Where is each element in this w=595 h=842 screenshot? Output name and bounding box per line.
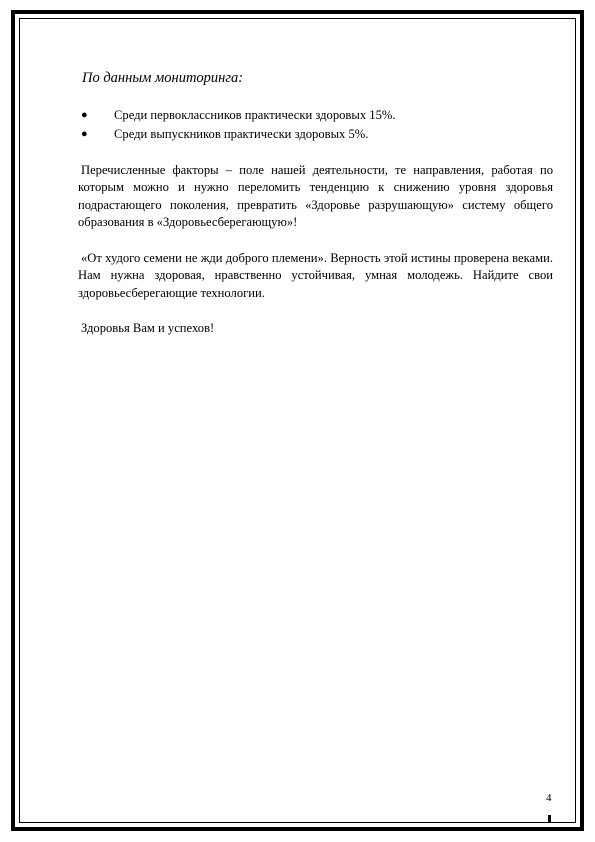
bullet-dot-icon: ● [81,127,88,140]
page-mark [548,815,551,822]
bullet-dot-icon: ● [81,108,88,121]
paragraph-proverb: «От худого семени не жди доброго племени». Верность этой истины проверена веками. Нам нужна здоровая, нравственно устойчивая, умная молодежь. Найдите свои здоровьесберегающие технологии. [78,250,553,300]
document-body [78,70,553,338]
bullet-list [78,106,553,144]
list-item-text: Среди первоклассников практически здоровых 15%. [114,107,396,122]
page-number: 4 [546,792,552,804]
monitoring-heading: По данным мониторинга: [82,70,244,86]
closing-line: Здоровья Вам и успехов! [81,321,215,335]
list-item-text: Среди выпускников практически здоровых 5%. [114,126,369,141]
paragraph-factors: Перечисленные факторы – поле нашей деятельности, те направления, работая по которым можно и нужно переломить тенденцию к снижению уровня здоровья подрастающего поколения, превратить «Здоровье разрушающую» систему общего образования в «Здоровьесберегающую»! [78,162,553,229]
list-item [78,125,553,144]
list-item [78,106,553,125]
